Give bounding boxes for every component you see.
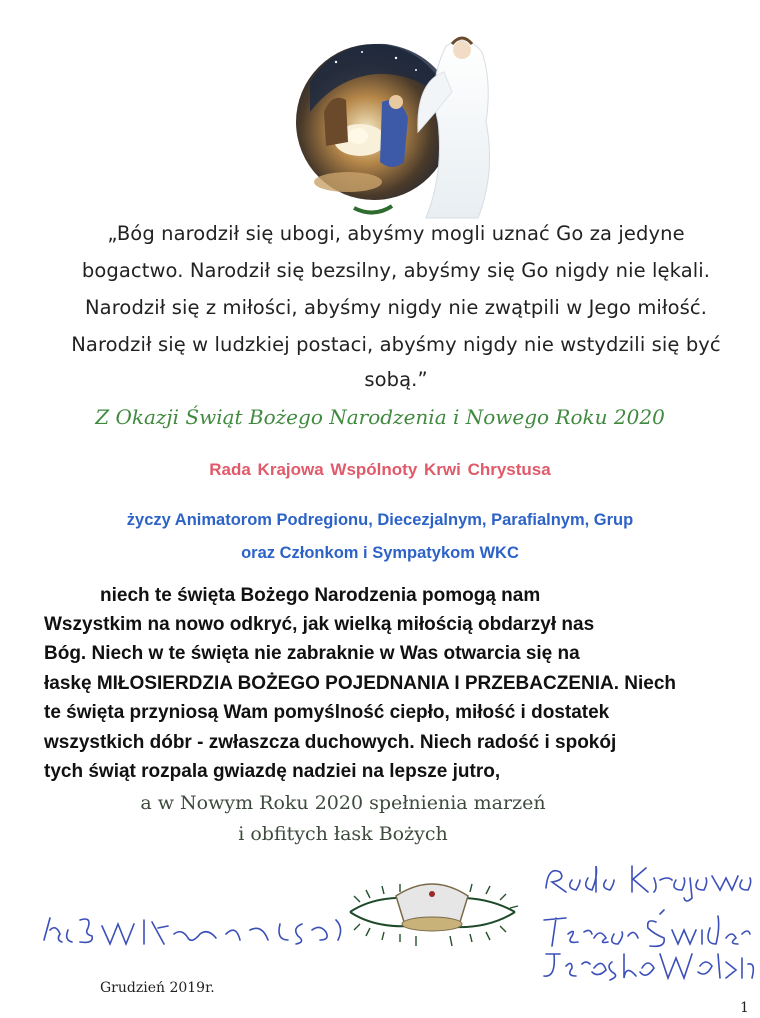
sender-name: Rada Krajowa Wspólnoty Krwi Chrystusa: [209, 460, 551, 479]
wish-line: tych świąt rozpala gwiazdę nadziei na lepsze jutro,: [44, 761, 501, 782]
recipients-line: oraz Członkom i Sympatykom WKC: [241, 544, 519, 562]
wish-line: Wszystkim na nowo odkryć, jak wielką miłością obdarzył nas: [44, 614, 595, 635]
blessing-line: a w Nowym Roku 2020 spełnienia marzeń: [140, 792, 546, 814]
wish-line: Bóg. Niech w te święta nie zabraknie w Was otwarcia się na: [44, 643, 580, 664]
quote-line: bogactwo. Narodził się bezsilny, abyśmy się Go nigdy nie lękali.: [81, 259, 711, 282]
nativity-illustration: [296, 22, 516, 222]
wish-line: niech te święta Bożego Narodzenia pomogą nam: [100, 585, 541, 606]
quote-line: Narodził się w ludzkiej postaci, abyśmy nigdy nie wstydzili się być: [71, 333, 721, 356]
letter-date: Grudzień 2019r.: [100, 980, 215, 996]
blessing-line: i obfitych łask Bożych: [238, 823, 448, 845]
wish-line: wszystkich dóbr - zwłaszcza duchowych. Niech radość i spokój: [44, 732, 617, 753]
recipients-line: życzy Animatorom Podregionu, Diecezjalnym, Parafialnym, Grup: [126, 511, 634, 529]
christmas-wreath-icon: [340, 852, 525, 962]
quote-line: sobą.”: [364, 368, 428, 391]
quote-line: Narodził się z miłości, abyśmy nigdy nie zwątpili w Jego miłość.: [85, 296, 707, 319]
page-number: 1: [740, 1000, 749, 1016]
greeting-heading: Z Okazji Świąt Bożego Narodzenia i Nowego Roku 2020: [95, 405, 665, 429]
wish-line: łaskę MIŁOSIERDZIA BOŻEGO POJEDNANIA I PRZEBACZENIA. Niech: [44, 673, 677, 694]
quote-line: „Bóg narodził się ubogi, abyśmy mogli uznać Go za jedyne: [107, 222, 685, 245]
wish-line: te święta przyniosą Wam pomyślność ciepło, miłość i dostatek: [44, 702, 610, 723]
priest-signature: [40, 910, 350, 956]
board-signatures: [536, 858, 756, 988]
